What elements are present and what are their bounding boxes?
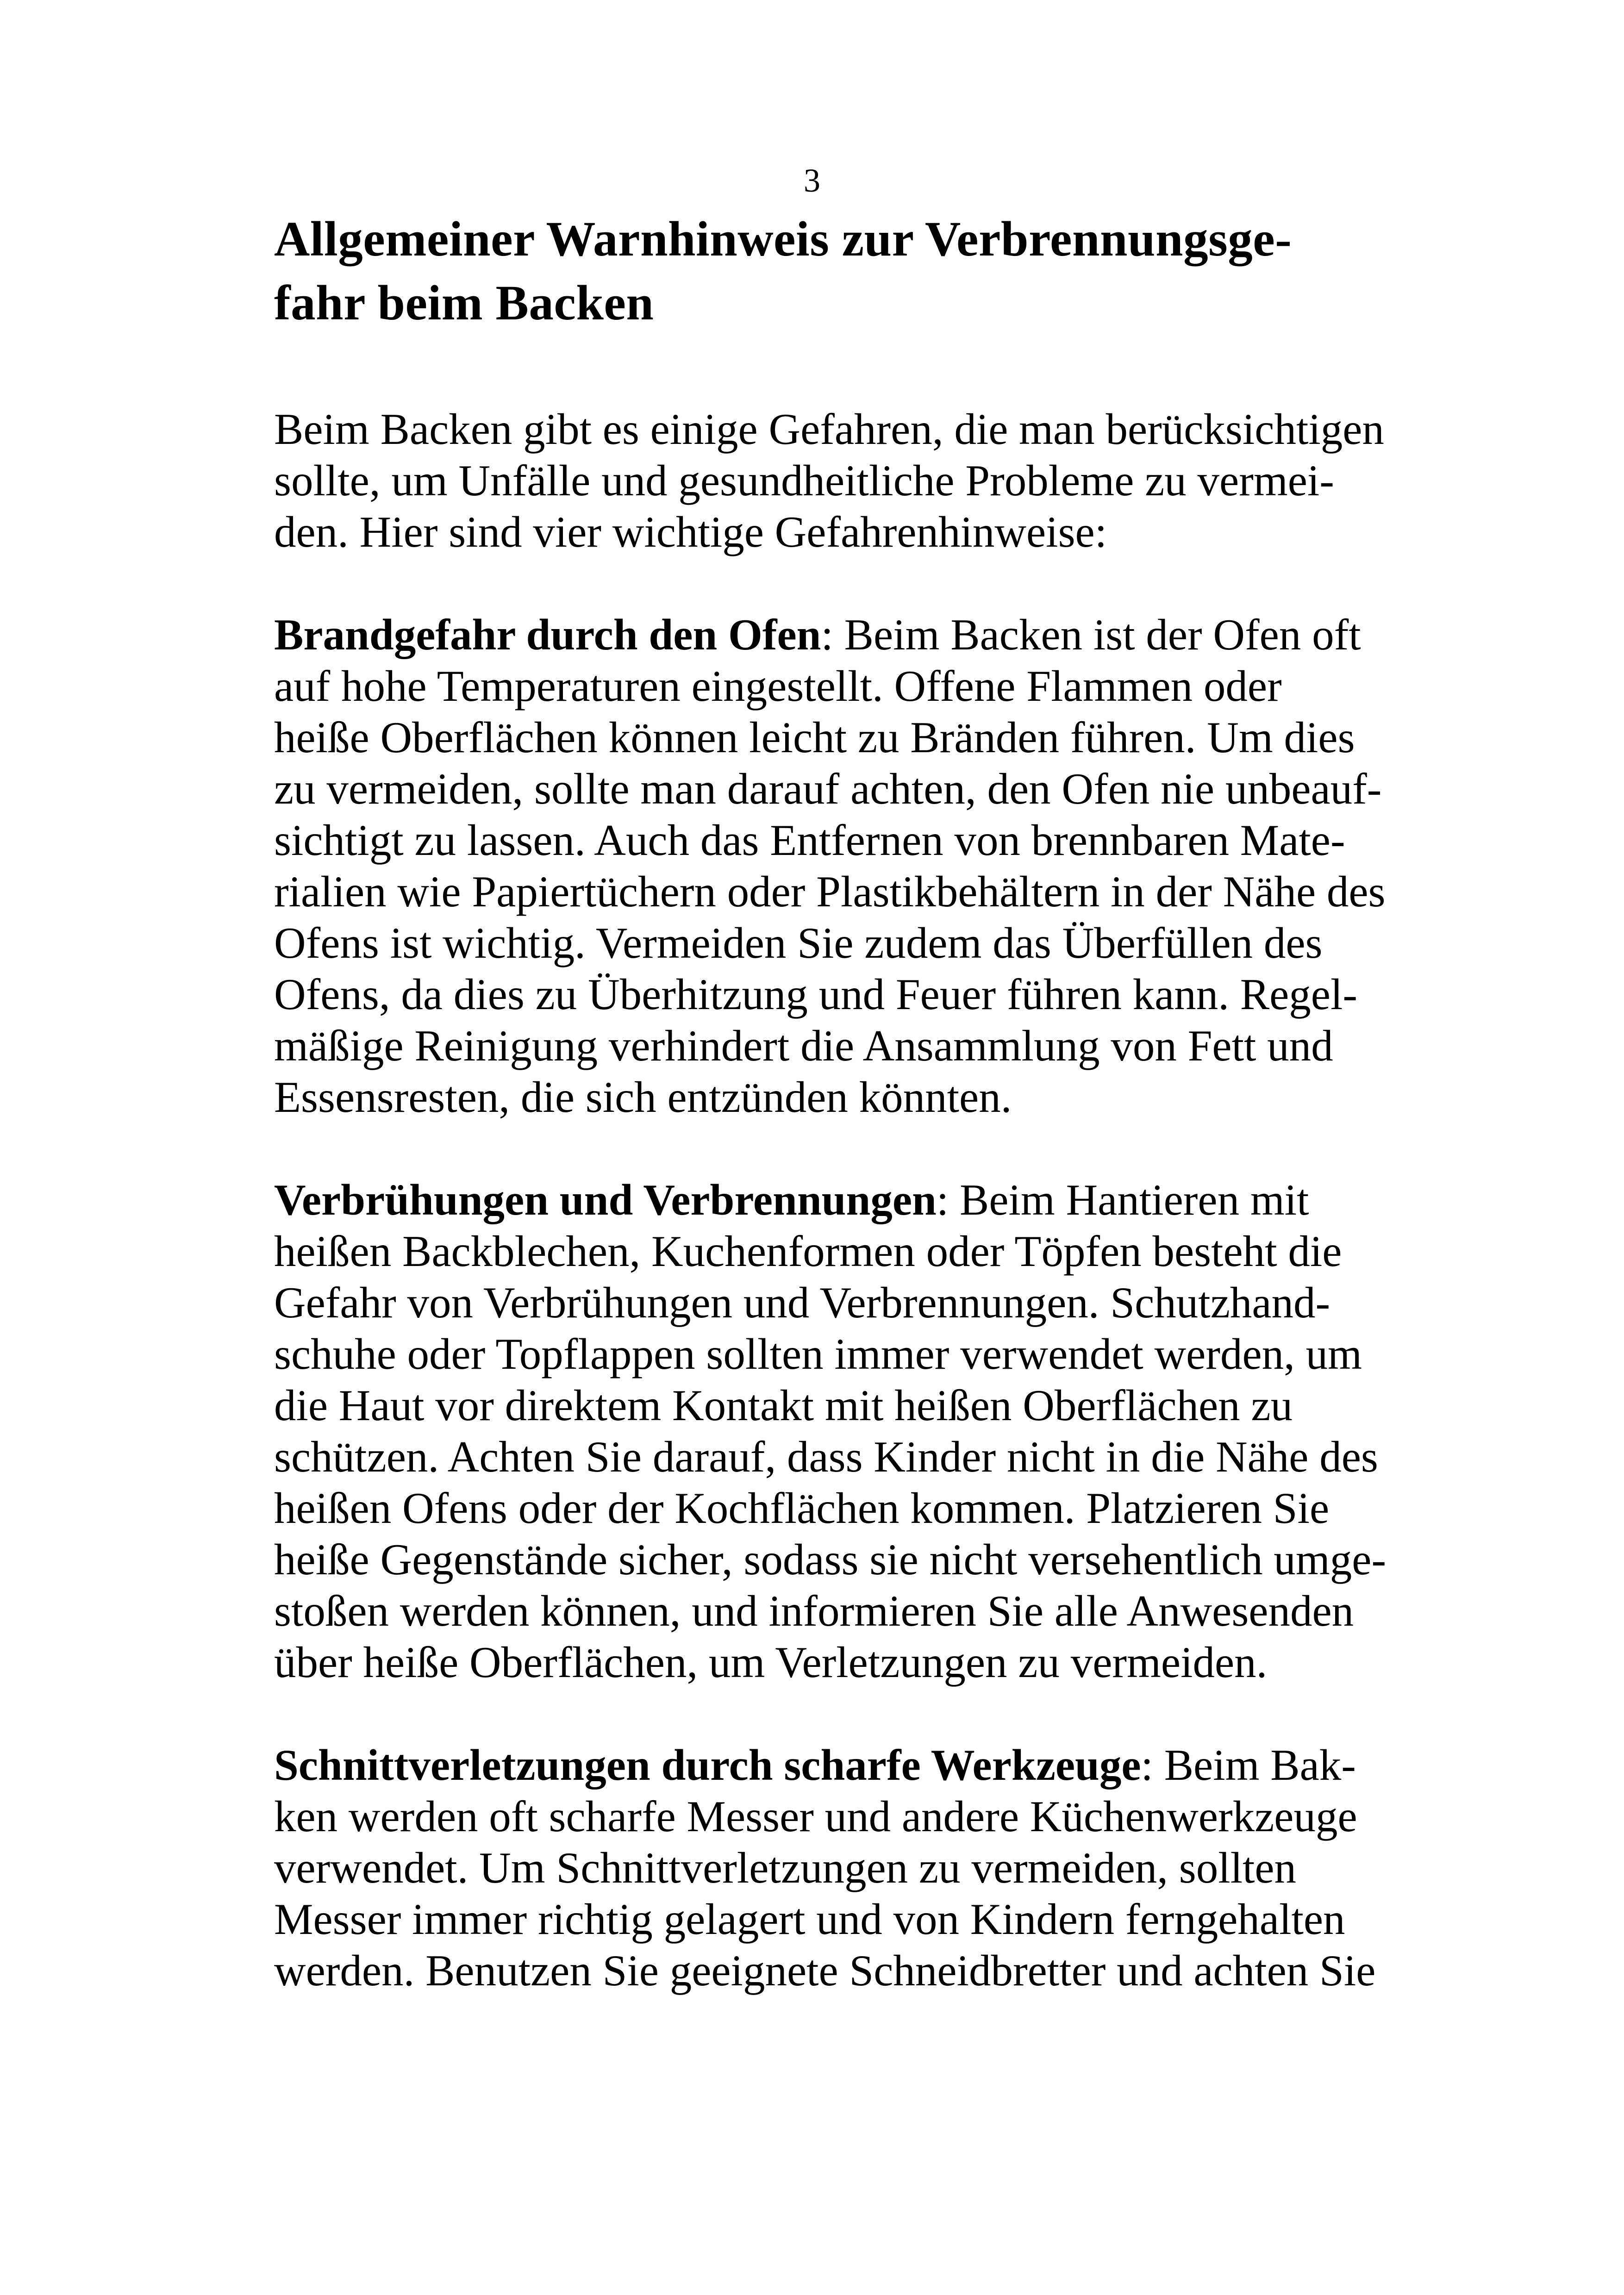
hazard-paragraph-cuts	[274, 1740, 1459, 1996]
text-line: verwendet. Um Schnittverletzungen zu vermeiden, sollten	[274, 1843, 1297, 1892]
text-line	[274, 1740, 1459, 1791]
document-title	[274, 207, 1459, 335]
text-line: zu vermeiden, sollte man darauf achten, den Ofen nie unbeauf-	[274, 764, 1382, 813]
text-fragment: : Beim Bak-	[1141, 1740, 1356, 1790]
title-line: Allgemeiner Warnhinweis zur Verbrennungsge-	[274, 212, 1292, 267]
text-line: Beim Backen gibt es einige Gefahren, die man berücksichtigen	[274, 405, 1384, 454]
text-line: heiße Oberflächen können leicht zu Bränden führen. Um dies	[274, 713, 1355, 762]
text-line	[274, 1174, 1459, 1226]
text-fragment: : Beim Hantieren mit	[936, 1175, 1309, 1224]
text-line: Ofens ist wichtig. Vermeiden Sie zudem das Überfüllen des	[274, 918, 1323, 967]
text-line: stoßen werden können, und informieren Sie alle Anwesenden	[274, 1586, 1354, 1635]
text-line: über heiße Oberflächen, um Verletzungen zu vermeiden.	[274, 1638, 1268, 1687]
text-line: Messer immer richtig gelagert und von Kindern ferngehalten	[274, 1895, 1345, 1944]
text-line: die Haut vor direktem Kontakt mit heißen Oberflächen zu	[274, 1381, 1293, 1430]
document-body	[274, 207, 1459, 1996]
text-line: schuhe oder Topflappen sollten immer verwendet werden, um	[274, 1329, 1362, 1378]
text-line: sichtigt zu lassen. Auch das Entfernen von brennbaren Mate-	[274, 816, 1345, 865]
text-line: auf hohe Temperaturen eingestellt. Offene Flammen oder	[274, 661, 1282, 711]
text-line: den. Hier sind vier wichtige Gefahrenhinweise:	[274, 507, 1107, 556]
hazard-paragraph-scalds-burns	[274, 1174, 1459, 1688]
hazard-term: Verbrühungen und Verbrennungen	[274, 1175, 937, 1224]
text-line: Ofens, da dies zu Überhitzung und Feuer führen kann. Regel-	[274, 970, 1357, 1019]
text-line	[274, 609, 1459, 661]
text-line: Essensresten, die sich entzünden könnten.	[274, 1073, 1012, 1122]
page-number: 3	[804, 162, 820, 199]
text-line: heißen Ofens oder der Kochflächen kommen. Platzieren Sie	[274, 1484, 1330, 1533]
text-line: heißen Backblechen, Kuchenformen oder Töpfen besteht die	[274, 1227, 1342, 1276]
hazard-term: Brandgefahr durch den Ofen	[274, 610, 821, 659]
text-line: werden. Benutzen Sie geeignete Schneidbretter und achten Sie	[274, 1946, 1376, 1995]
text-line: ken werden oft scharfe Messer und andere Küchenwerkzeuge	[274, 1792, 1357, 1841]
text-line: schützen. Achten Sie darauf, dass Kinder nicht in die Nähe des	[274, 1432, 1378, 1481]
intro-paragraph	[274, 404, 1459, 558]
hazard-term: Schnittverletzungen durch scharfe Werkzeuge	[274, 1740, 1141, 1790]
text-line: mäßige Reinigung verhindert die Ansammlung von Fett und	[274, 1021, 1333, 1070]
text-line: heiße Gegenstände sicher, sodass sie nicht versehentlich umge-	[274, 1535, 1387, 1584]
text-line: rialien wie Papiertüchern oder Plastikbehältern in der Nähe des	[274, 867, 1386, 916]
text-line: Gefahr von Verbrühungen und Verbrennungen. Schutzhand-	[274, 1278, 1330, 1327]
title-line: fahr beim Backen	[274, 276, 654, 331]
text-fragment: : Beim Backen ist der Ofen oft	[821, 610, 1361, 659]
hazard-paragraph-oven-fire	[274, 609, 1459, 1123]
text-line: sollte, um Unfälle und gesundheitliche Probleme zu vermei-	[274, 456, 1334, 505]
